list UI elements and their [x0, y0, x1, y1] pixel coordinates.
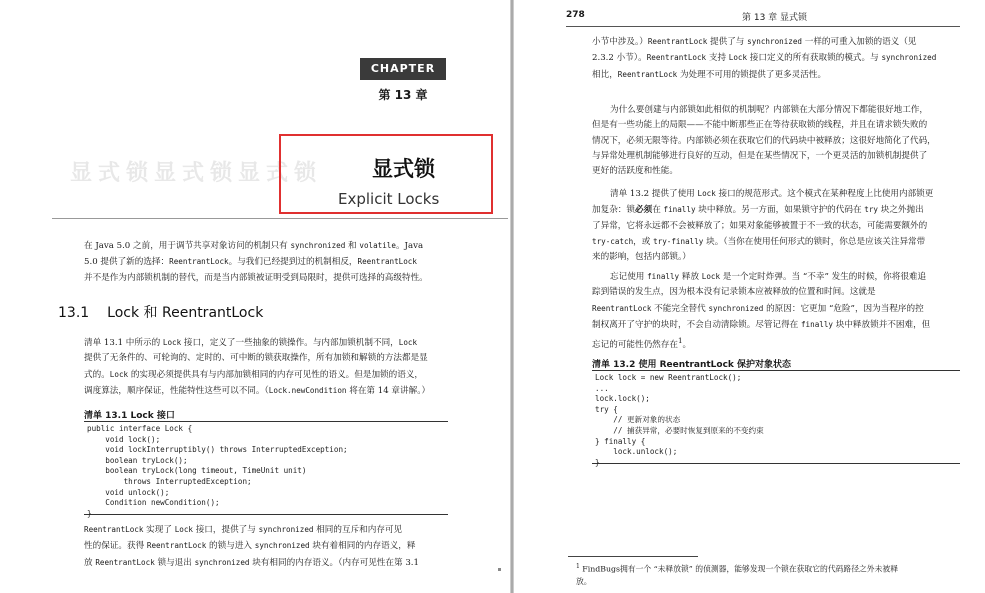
code-line: // 更新对象的状态: [595, 415, 681, 425]
code-line: Lock lock = new ReentrantLock();: [595, 373, 742, 382]
code-line: Condition newCondition();: [87, 498, 220, 508]
footnote-divider: [568, 556, 698, 557]
chapter-title-watermark: 显式锁显式锁显式锁: [70, 161, 323, 186]
chapter-number: 第 13 章: [378, 88, 428, 102]
paragraph-why: 为什么要创建与内部锁如此相似的机制呢？内部锁在大部分情况下都能很好地工作， 但是有一些功能上的局限——不能中断那些正在等待获取锁的线程，并且在请求锁失败的 情况下，必须无限等待。内部锁必须在获取它们的代码块中被释放；这很好地简化了代码， 与异常处理机制能够进行良好的互动，但是在某些情况下，一个更灵活的加锁机制提供了 更好的活跃度和性能。: [592, 105, 936, 177]
page-number: 278: [566, 10, 585, 20]
section-paragraph-2: ReentrantLock 实现了 Lock 接口，提供了与 synchronized 相同的互斥和内存可见 性的保证。获得 ReentrantLock 的锁与进入 synchronized 块有着相同的内存语义，释 放 ReentrantLock 锁与退出 synchronized 块有相同的内存语义。（内存可见性在第 3.1: [84, 525, 420, 568]
listing-13-1-title: 清单 13.1 Lock 接口: [84, 411, 175, 421]
chapter-title-en: Explicit Locks: [338, 190, 440, 208]
code-line: try {: [595, 404, 618, 414]
code-line: public interface Lock {: [87, 424, 193, 433]
listing-13-2-title: 清单 13.2 使用 ReentrantLock 保护对象状态: [592, 360, 792, 370]
running-head: [566, 8, 960, 27]
code-line: }: [595, 457, 600, 467]
code-line: lock.unlock();: [595, 447, 678, 457]
code-line: boolean tryLock();: [87, 455, 188, 465]
code-line: }: [87, 508, 92, 518]
section-number: 13.1: [58, 305, 90, 321]
code-line: ...: [595, 383, 609, 393]
running-head-chapter: 第 13 章 显式锁: [742, 13, 808, 23]
footnote-ref: 1: [677, 336, 683, 346]
code-line: boolean tryLock(long timeout, TimeUnit unit): [87, 466, 307, 476]
listing-13-2-code: [592, 370, 960, 467]
code-line: lock.lock();: [595, 394, 650, 404]
code-line: void unlock();: [87, 487, 170, 497]
code-line: throws InterruptedException;: [87, 476, 252, 486]
paragraph-finally: 忘记使用 finally 释放 Lock 是一个定时炸弹。当 “不幸” 发生的时候，你将很难追 踪到错误的发生点，因为根本没有记录锁本应被释放的位置和时间。这就是 ReentrantLock 不能完全替代 synchronized 的原因：它更加 “危险”，因为当程序的控 制权离开了守护的块时，不会自动清除锁。尽管记得在 finally 块中释放锁并不困难，但 忘记的可能性仍然存在$^1$。: [592, 272, 931, 351]
chapter-title-cn: 显式锁: [372, 157, 435, 181]
section-title: Lock 和 ReentrantLock: [107, 305, 264, 321]
footnote: $^1$ FindBugs拥有一个 “未释放锁” 的侦测器，能够发现一个锁在获取它的代码路径之外未被释 放。: [576, 563, 898, 586]
section-paragraph-1: 清单 13.1 中所示的 Lock 接口，定义了一些抽象的锁操作。与内部加锁机制不同，Lock 提供了无条件的、可轮询的、定时的、可中断的锁获取操作，所有加锁和解锁的方法都是显 式的。Lock 的实现必须提供具有与内部加锁相同的内存可见性的语义。但是加锁的语义， 调度算法，顺序保证，性能特性这些可以不同。（Lock.newCondition 将在第 14 章讲解。）: [84, 338, 431, 396]
paragraph-listing-intro: 清单 13.2 提供了使用 Lock 接口的规范形式。这个模式在某种程度上比使用内部锁更 加复杂：锁必须在 finally 块中释放。另一方面，如果锁守护的代码在 try 块之外抛出 了异常，它将永远都不会被释放了；如果对象能够被置于不一致的状态，可能需要额外的 try-catch，或 try-finally 块。（当你在使用任何形式的锁时，你总是应该关注异常带 来的影响，包括内部锁。）: [592, 189, 934, 263]
code-line: void lock();: [87, 434, 161, 444]
code-line: // 捕获异常，必要时恢复到原来的不变约束: [595, 425, 764, 435]
intro-paragraph: 在 Java 5.0 之前，用于调节共享对象访问的机制只有 synchronized 和 volatile。Java 5.0 提供了新的选择：ReentrantLock。与我们已经提到过的机制相反，ReentrantLock 并不是作为内部锁机制的替代，而是当内部锁被证明受到局限时，提供可选择的高级特性。: [84, 241, 428, 283]
paragraph-continued: 小节中涉及。）ReentrantLock 提供了与 synchronized 一样的可重入加锁的语义（见 2.3.2 小节）。ReentrantLock 支持 Lock 接口定义的所有获取锁的模式。与 synchronized 相比，ReentrantLock 为处理不可用的锁提供了更多灵活性。: [592, 37, 937, 80]
code-line: } finally {: [595, 436, 646, 446]
chapter-badge: CHAPTER: [360, 58, 446, 80]
code-line: void lockInterruptibly() throws InterruptedException;: [87, 445, 348, 455]
